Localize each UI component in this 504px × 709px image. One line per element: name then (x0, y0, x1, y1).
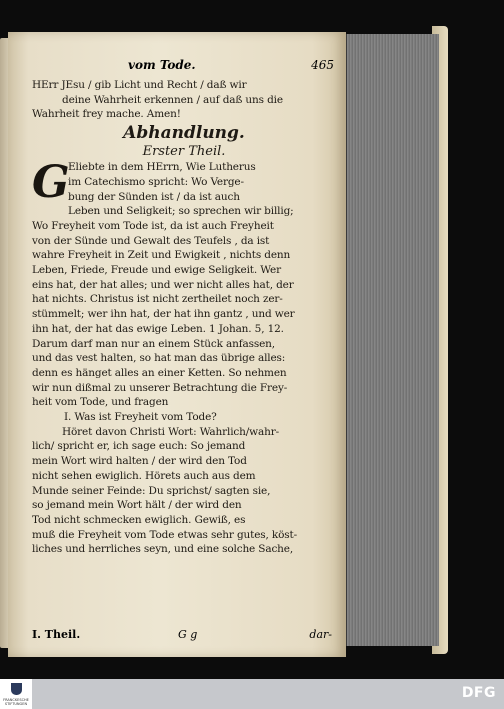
crest-icon (11, 683, 22, 695)
text-line: im Catechismo spricht: Wo Verge- (68, 175, 244, 188)
text-line: bung der Sünden ist / da ist auch (68, 190, 240, 203)
dfg-logo[interactable]: DFG (461, 685, 496, 701)
text-line: HErr JEsu / gib Licht und Recht / daß wir (32, 79, 247, 91)
text-line: ihn hat, der hat das ewige Leben. 1 Johan. 5, 12. (32, 322, 284, 335)
page-header (16, 58, 346, 78)
part-label: I. Theil. (32, 628, 81, 641)
text-line: heit vom Tode, und fragen (32, 396, 169, 409)
text-line: von der Sünde und Gewalt des Teufels , da ist (32, 234, 270, 247)
signature-mark: G g (178, 628, 198, 641)
page-number: 465 (311, 58, 334, 72)
text-line: Wo Freyheit vom Tode ist, da ist auch Freyheit (32, 219, 274, 232)
text-line: wahre Freyheit in Zeit und Ewigkeit , nichts denn (32, 249, 291, 262)
text-line: hat nichts. Christus ist nicht zertheilet noch zer- (32, 293, 283, 306)
text-line: liches und herrliches seyn, und eine solche Sache, (32, 543, 294, 556)
text-line: lich/ spricht er, ich sage euch: So jemand (32, 440, 246, 453)
text-line: Leben, Friede, Freude und ewige Seligkeit. Wer (32, 264, 281, 277)
catchword: dar- (309, 628, 332, 641)
text-line: mein Wort wird halten / der wird den Tod (32, 455, 247, 468)
text-line: und das vest halten, so hat man das übrige alles: (32, 352, 286, 365)
text-line: eins hat, der hat alles; und wer nicht alles hat, der (32, 278, 294, 291)
section-title: Abhandlung. (123, 123, 245, 144)
logo-caption: FRANCKESCHE STIFTUNGEN (3, 698, 29, 706)
text-line: muß die Freyheit vom Tode etwas sehr gutes, köst- (32, 528, 297, 541)
page-text (32, 78, 336, 557)
running-title: vom Tode. (128, 58, 196, 72)
text-line: denn es hänget alles an einer Ketten. So nehmen (32, 366, 287, 379)
text-line: Wahrheit frey mache. Amen! (32, 108, 181, 121)
question-heading: I. Was ist Freyheit vom Tode? (64, 411, 217, 424)
text-line: Munde seiner Feinde: Du sprichst/ sagten sie, (32, 484, 271, 497)
text-line: Leben und Seligkeit; so sprechen wir billig; (68, 205, 294, 218)
text-line: Darum darf man nur an einem Stück anfassen, (32, 337, 275, 350)
text-line: nicht sehen ewiglich. Hörets auch aus dem (32, 469, 256, 482)
drop-cap-initial: G (32, 157, 70, 209)
text-line: deine Wahrheit erkennen / auf daß uns die (62, 93, 283, 106)
text-line: Tod nicht schmecken ewiglich. Gewiß, es (32, 513, 246, 526)
franckesche-stiftungen-logo[interactable] (0, 679, 32, 709)
viewer-footer-bar (0, 679, 504, 709)
page-465 (8, 32, 346, 657)
section-subtitle: Erster Theil. (142, 144, 226, 160)
text-line: wir nun dißmal zu unserer Betrachtung die Frey- (32, 381, 288, 394)
text-line: so jemand mein Wort hält / der wird den (32, 499, 242, 512)
text-line: stümmelt; wer ihn hat, der hat ihn gantz , und wer (32, 308, 295, 321)
page-stack-fore-edge (345, 34, 439, 646)
text-line: Höret davon Christi Wort: Wahrlich/wahr- (62, 425, 279, 438)
text-line: Eliebte in dem HErrn, Wie Lutherus (68, 161, 256, 174)
book-spread (0, 26, 448, 666)
